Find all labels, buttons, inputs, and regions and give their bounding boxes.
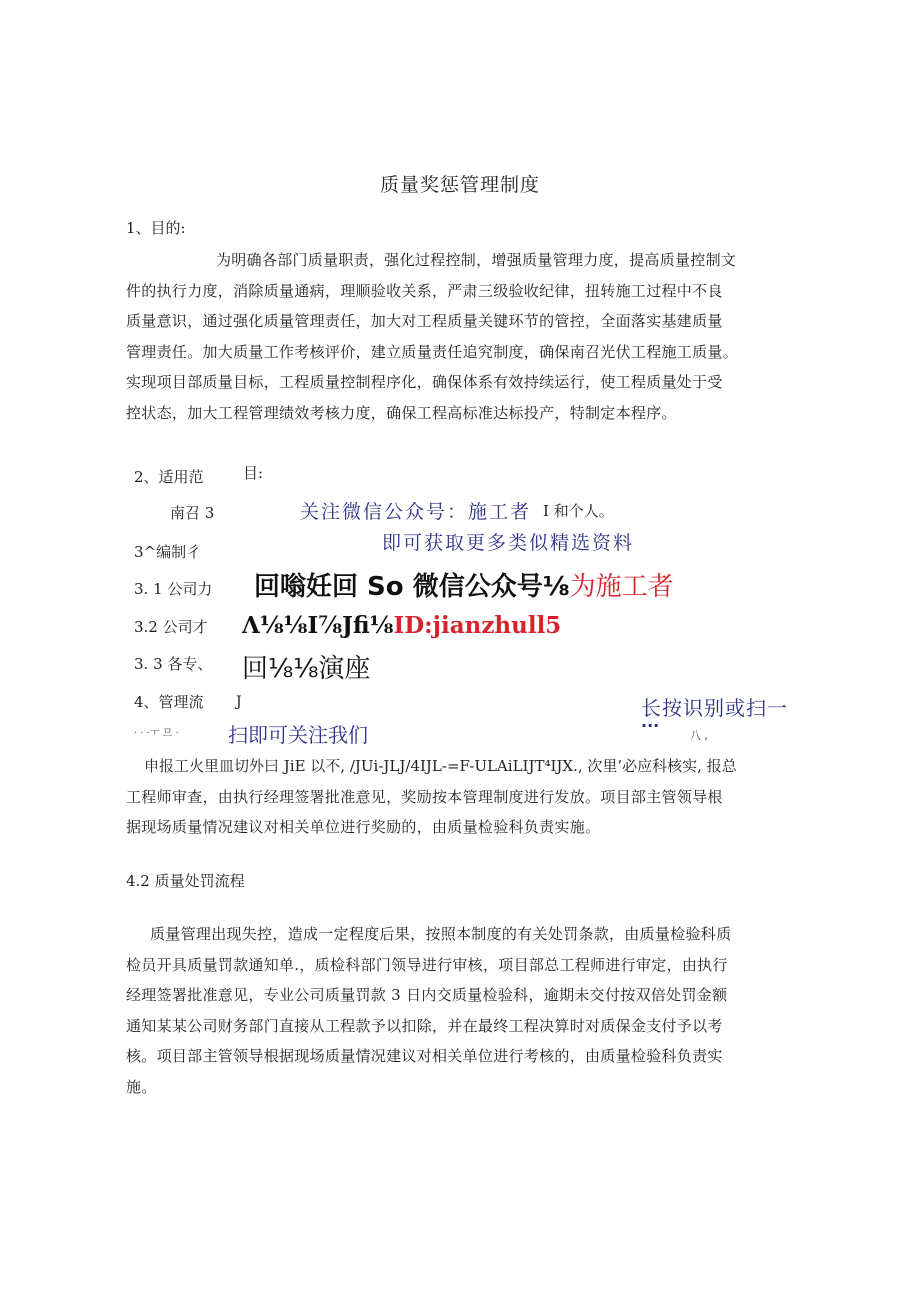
section-2-heading: 2、适用范	[134, 468, 204, 486]
watermark-line-1: 关注微信公众号：施工者	[300, 501, 532, 523]
watermark-line-4-black: Λ⅛⅛I⅞Jfi⅛	[242, 612, 394, 639]
watermark-line-6: 长按识别或扫一	[641, 696, 788, 720]
section-4-body	[126, 751, 816, 843]
watermark-line-7: 扫即可关注我们	[228, 723, 368, 747]
section-2-heading-tail: 目:	[243, 464, 264, 482]
paragraph-line: 检员开具质量罚款通知单.，质检科部门领导进行审核，项目部总工程师进行审定，由执行	[126, 955, 728, 974]
section-4-heading: 4、管理流	[134, 693, 204, 711]
paragraph-line: 为明确各部门质量职责，强化过程控制，增强质量管理力度，提高质量控制文	[216, 251, 737, 269]
section-3-item-1: 3. 1 公司力	[134, 580, 213, 598]
watermark-line-3	[254, 566, 674, 603]
paragraph-line: 申报工火里皿切外曰 JiE 以不, /JUi-JLJ/4IJL-=F-ULAiLIJT⁴IJX., 次里’必应科核实, 报总	[144, 757, 737, 775]
watermark-line-6b: ···	[641, 716, 660, 735]
section-3-item-2: 3.2 公司才	[134, 618, 208, 636]
watermark-line-2: 即可获取更多类似精选资料	[382, 532, 635, 554]
paragraph-line: 质量意识，通过强化质量管理责任，加大对工程质量关键环节的管控，全面落实基建质量	[126, 312, 723, 330]
section-4-tail-fragment: 八 ,	[690, 729, 708, 742]
paragraph-line: 工程师审查，由执行经理签署批准意见，奖励按本管理制度进行发放。项目部主管领导根	[126, 787, 723, 806]
section-2-line-right: I 和个人。	[543, 502, 614, 520]
paragraph-line: 实现项目部质量目标，工程质量控制程序化，确保体系有效持续运行，使工程质量处于受	[126, 373, 723, 391]
section-4-2-body	[126, 919, 816, 1102]
section-2-line-left: 南召 3	[170, 504, 215, 522]
section-4-heading-mark: J	[236, 694, 242, 710]
paragraph-line: 据现场质量情况建议对相关单位进行奖励的，由质量检验科负责实施。	[126, 818, 601, 836]
section-1-body	[126, 245, 816, 428]
paragraph-line: 控状态，加大工程管理绩效考核力度，确保工程高标准达标投产，特制定本程序。	[126, 403, 677, 422]
document-title: 质量奖惩管理制度	[379, 174, 540, 196]
section-3-heading: 3^编制彳	[134, 543, 202, 561]
watermark-line-3-red: 为施工者	[569, 572, 674, 602]
watermark-line-3-black: 回嗡妊回 So 微信公众号⅛	[254, 572, 570, 602]
watermark-line-4	[242, 612, 561, 639]
section-3-item-3: 3. 3 各专、	[134, 655, 213, 673]
section-4-2-heading: 4.2 质量处罚流程	[126, 872, 245, 890]
paragraph-line: 通知某某公司财务部门直接从工程款予以扣除，并在最终工程决算时对质保金支付予以考	[126, 1016, 723, 1035]
paragraph-line: 质量管理出现失控，造成一定程度后果，按照本制度的有关处罚条款，由质量检验科质	[150, 925, 732, 943]
paragraph-line: 件的执行力度，消除质量通病，理顺验收关系，严肃三级验收纪律，扭转施工过程中不良	[126, 281, 723, 300]
watermark-line-5: 回⅛⅛演座	[242, 654, 371, 684]
paragraph-line: 施。	[126, 1077, 157, 1096]
paragraph-line: 核。项目部主管领导根据现场质量情况建议对相关单位进行考核的，由质量检验科负责实	[126, 1047, 723, 1065]
section-4-sub-fragment: · · ·ㅜ 므 ·	[134, 728, 179, 739]
section-1-heading: 1、目的:	[126, 219, 186, 237]
paragraph-line: 经理签署批准意见，专业公司质量罚款 3 日内交质量检验科，逾期未交付按双倍处罚金额	[126, 986, 728, 1004]
paragraph-line: 管理责任。加大质量工作考核评价，建立质量责任追究制度，确保南召光伏工程施工质量。	[126, 342, 739, 361]
watermark-line-4-red: ID:jianzhull5	[393, 612, 562, 639]
